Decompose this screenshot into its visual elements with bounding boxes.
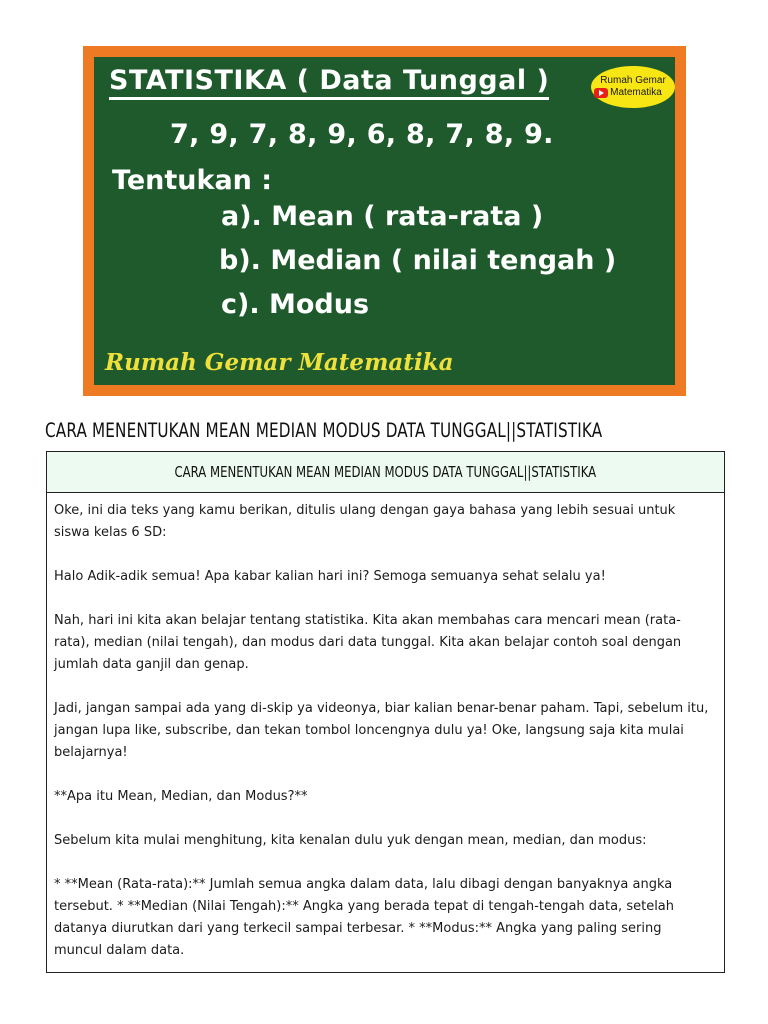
page-title: CARA MENENTUKAN MEAN MEDIAN MODUS DATA TUNGGAL||STATISTIKA — [45, 419, 603, 442]
channel-signature: Rumah Gemar Matematika — [105, 349, 454, 376]
content-box-title: CARA MENENTUKAN MEAN MEDIAN MODUS DATA TUNGGAL||STATISTIKA — [174, 463, 597, 481]
item-mean: a). Mean ( rata-rata ) — [221, 201, 544, 232]
item-modus: c). Modus — [221, 289, 370, 320]
prompt-label: Tentukan : — [112, 165, 273, 196]
badge-line1: Rumah Gemar — [600, 75, 666, 86]
paragraph: Nah, hari ini kita akan belajar tentang statistika. Kita akan membahas cara mencari mean (rata-rata), median (nilai tengah), dan modus dari data tunggal. Kita akan belajar contoh soal dengan jumlah data ganjil dan genap. — [54, 613, 682, 672]
channel-badge — [591, 66, 675, 108]
youtube-icon — [594, 88, 608, 98]
paragraph: Oke, ini dia teks yang kamu berikan, ditulis ulang dengan gaya bahasa yang lebih sesuai untuk siswa kelas 6 SD: — [54, 503, 676, 540]
paragraph: Halo Adik-adik semua! Apa kabar kalian hari ini? Semoga semuanya sehat selalu ya! — [54, 569, 606, 584]
chalkboard — [94, 57, 675, 385]
paragraph: **Apa itu Mean, Median, dan Modus?** — [54, 789, 308, 804]
banner-title: STATISTIKA ( Data Tunggal ) — [109, 65, 549, 100]
content-box-body — [47, 493, 724, 962]
paragraph: Sebelum kita mulai menghitung, kita kenalan dulu yuk dengan mean, median, dan modus: — [54, 833, 647, 848]
paragraph: * **Mean (Rata-rata):** Jumlah semua angka dalam data, lalu dibagi dengan banyaknya angka tersebut. * **Median (Nilai Tengah):** Angka yang berada tepat di tengah-tengah data, setelah datanya diurutkan dari yang terkecil sampai terbesar. * **Modus:** Angka yang paling sering muncul dalam data. — [54, 877, 675, 958]
badge-line2: Matematika — [610, 87, 662, 98]
content-box-header — [47, 452, 724, 493]
paragraph: Jadi, jangan sampai ada yang di-skip ya videonya, biar kalian benar-benar paham. Tapi, sebelum itu, jangan lupa like, subscribe, dan tekan tombol loncengnya dulu ya! Oke, langsung saja kita mulai belajarnya! — [54, 701, 709, 760]
data-numbers: 7, 9, 7, 8, 9, 6, 8, 7, 8, 9. — [170, 119, 554, 150]
thumbnail-banner — [83, 46, 686, 396]
content-box — [46, 451, 725, 973]
item-median: b). Median ( nilai tengah ) — [219, 245, 617, 276]
